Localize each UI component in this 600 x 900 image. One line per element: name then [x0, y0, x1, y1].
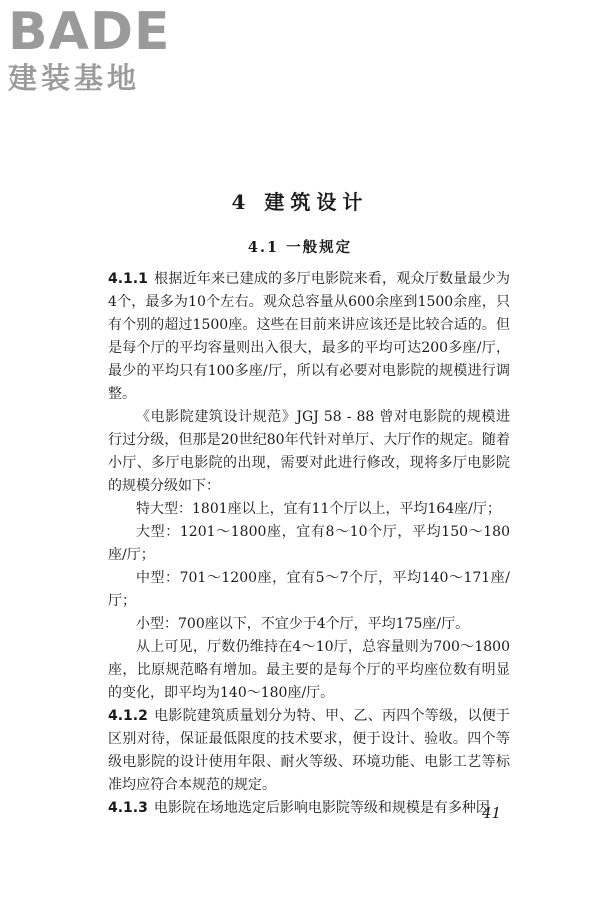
logo-subtitle: 建装基地 [8, 61, 141, 95]
scale-extra-large: 特大型：1801座以上，宜有11个厅以上，平均164座/厅； [136, 501, 501, 517]
clause-text: 电影院在场地选定后影响电影院等级和规模是有多种因 [153, 800, 490, 816]
chapter-title: 4 建筑设计 [231, 190, 369, 214]
clause-number: 4.1.1 [108, 271, 148, 287]
clause-4-1-3 [108, 797, 510, 820]
scale-large: 大型：1201～1800座，宜有8～10个厅，平均150～180座/厅； [108, 524, 510, 563]
logo-wordmark: BADE [8, 2, 171, 62]
clause-4-1-1 [108, 268, 510, 406]
clause-4-1-2 [108, 705, 510, 797]
clause-text: 根据近年来已建成的多厅电影院来看，观众厅数量最少为4个，最多为10个左右。观众总容量从600余座到1500余座，只有个别的超过1500座。这些在目前来讲应该还是比较合适的。但是每个厅的平均容量则出入很大，最多的平均可达200多座/厅，最少的平均只有100多座/厅，所以有必要对电影院的规模进行调整。 [108, 271, 510, 402]
scale-medium: 中型：701～1200座，宜有5～7个厅，平均140～171座/厅； [108, 570, 510, 609]
bade-logo [8, 4, 178, 94]
scale-small: 小型：700座以下，不宜少于4个厅，平均175座/厅。 [136, 616, 470, 632]
document-body [108, 268, 510, 820]
clause-number: 4.1.3 [108, 800, 148, 816]
paragraph: 《电影院建筑设计规范》JGJ 58 - 88 曾对电影院的规模进行过分级，但那是20世纪80年代针对单厅、大厅作的规定。随着小厅、多厅电影院的出现，需要对此进行修改，现将多厅电影院的规模分级如下： [108, 409, 510, 494]
clause-text: 电影院建筑质量划分为特、甲、乙、丙四个等级，以便于区别对待，保证最低限度的技术要求，便于设计、验收。四个等级电影院的设计使用年限、耐火等级、环境功能、电影工艺等标准均应符合本规范的规定。 [108, 708, 510, 793]
paragraph: 从上可见，厅数仍维持在4～10厅，总容量则为700～1800座，比原规范略有增加。最主要的是每个厅的平均座位数有明显的变化，即平均为140～180座/厅。 [108, 639, 510, 701]
section-title: 4.1 一般规定 [247, 239, 353, 256]
page-number: 41 [482, 804, 502, 822]
clause-number: 4.1.2 [108, 708, 148, 724]
